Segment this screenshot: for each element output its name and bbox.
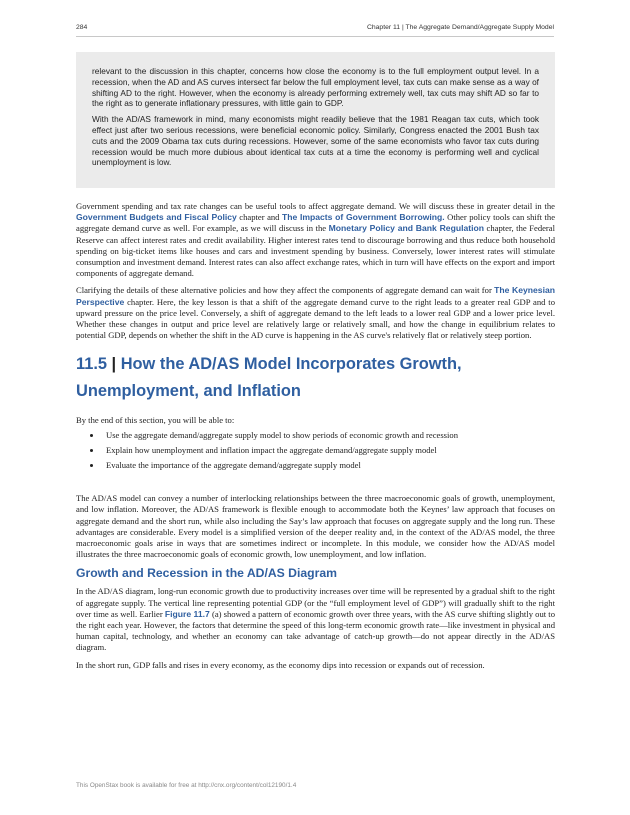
text-run: (a) showed a pattern of economic growth over three years, with the AS curve shifting slightly out to the right each year. However, the factors that determine the speed of this long-term economic growth rate—like investment in physical and human capital, technology, and whether an economy can take advantage of catch-up growth—do not appear directly in the AD/AS diagram.	[76, 608, 555, 653]
section-separator: |	[107, 355, 121, 374]
feature-box	[76, 52, 555, 188]
section-number: 11.5	[76, 355, 107, 374]
link-figure-11-7[interactable]: Figure 11.7	[164, 608, 210, 619]
page-footer: This OpenStax book is available for free at http://cnx.org/content/col12190/1.4	[76, 782, 297, 789]
objectives-list	[76, 430, 555, 472]
feature-box-paragraph-1: relevant to the discussion in this chapter, concerns how close the economy is to the full employment output level. In a recession, when the AD and AS curves intersect far below the full employment level, tax cuts can make sense as a way of shifting AD to the right. However, when the economy is already performing extremely well, tax cuts may shift AD so far to the right as to generate inflationary pressures, with little gain to GDP.	[92, 66, 539, 109]
objective-item: • Explain how unemployment and inflation impact the aggregate demand/aggregate supply model	[102, 445, 486, 456]
text-run: Other policy tools can shift the aggregate demand curve as well. For example, as we will discuss in the	[76, 212, 556, 234]
text-run: Clarifying the details of these alternative policies and how they affect the components of aggregate demand can wait for	[76, 285, 495, 296]
objective-item: • Use the aggregate demand/aggregate supply model to show periods of economic growth and recession	[102, 430, 486, 441]
paragraph-government-spending	[76, 201, 555, 279]
link-government-budgets[interactable]: Government Budgets and Fiscal Policy	[76, 212, 237, 223]
section-title-text: How the AD/AS Model Incorporates Growth, Unemployment, and Inflation	[76, 355, 462, 401]
main-content	[76, 201, 555, 677]
page-number: 284	[76, 24, 88, 31]
section-title	[76, 351, 555, 405]
objective-item: • Evaluate the importance of the aggregate demand/aggregate supply model	[102, 460, 486, 471]
objectives-intro: By the end of this section, you will be able to:	[76, 415, 235, 426]
feature-box-paragraph-2: With the AD/AS framework in mind, many economists might readily believe that the 1981 Reagan tax cuts, which took effect just after two serious recessions, were beneficial economic policy. Similarly, Congress enacted the 2001 Bush tax cuts and the 2009 Obama tax cuts during recessions. However, some of the same economists who favor tax cuts during recession would be much more dubious about identical tax cuts at a time the economy is performing well and cyclical unemployment is low.	[92, 114, 539, 168]
link-keynesian-perspective[interactable]: The Keynesian Perspective	[76, 285, 555, 307]
link-monetary-policy[interactable]: Monetary Policy and Bank Regulation	[328, 223, 484, 234]
chapter-title: Chapter 11 | The Aggregate Demand/Aggregate Supply Model	[366, 24, 554, 31]
paragraph-growth	[76, 586, 555, 653]
paragraph-short-run: In the short run, GDP falls and rises in every economy, as the economy dips into recession or expands out of recession.	[76, 659, 485, 670]
text-run: In the AD/AS diagram, long-run economic growth due to productivity increases over time will be represented by a gradual shift to the right of aggregate supply. The vertical line representing potential GDP (or the “full employment level of GDP”) will gradually shift to the right over time as well. Earlier	[76, 586, 555, 619]
text-run: chapter. Here, the key lesson is that a shift of the aggregate demand curve to the right leads to a greater real GDP and to upward pressure on the price level. Conversely, a shift of aggregate demand to the left leads to a lower real GDP and a lower price level. Whether these changes in output and price level are relatively large or relatively small, and how the change in equilibrium relates to potential GDP, depends on whether the shift in the AD curve is happening in the AS curve's relatively flat or relatively steep portion.	[76, 296, 555, 341]
text-run: chapter, the Federal Reserve can affect interest rates and credit availability. Higher interest rates tend to discourage borrowing and thus reduce both household spending on big-ticket items like houses and cars and investment spending by business. Conversely, lower interest rates will stimulate consumption and investment demand. Interest rates can also affect exchange rates, which in turn will have effects on the export and import components of aggregate demand.	[76, 223, 555, 279]
paragraph-adas-model: The AD/AS model can convey a number of interlocking relationships between the three macroeconomic goals of growth, unemployment, and low inflation. Moreover, the AD/AS framework is flexible enough to accommodate both the Keynes’ law approach that focuses on aggregate demand and the short run, while also including the Say’s law approach that focuses on aggregate supply and the long run. These advantages are considerable. Every model is a simplified version of the deeper reality and, in the context of the AD/AS model, the three macroeconomic goals arise in ways that are sometimes indirect or incomplete. In this module, we consider how the AD/AS model illustrates the three macroeconomic goals of economic growth, low unemployment, and low inflation.	[76, 493, 555, 560]
subsection-title: Growth and Recession in the AD/AS Diagram	[76, 566, 337, 581]
text-run: Government spending and tax rate changes can be useful tools to affect aggregate demand. We will discuss these in greater detail in the	[76, 201, 555, 211]
link-impacts-of-borrowing[interactable]: The Impacts of Government Borrowing.	[281, 212, 445, 223]
text-run: chapter and	[236, 212, 282, 223]
header-divider	[76, 36, 554, 37]
paragraph-clarifying	[76, 285, 555, 341]
